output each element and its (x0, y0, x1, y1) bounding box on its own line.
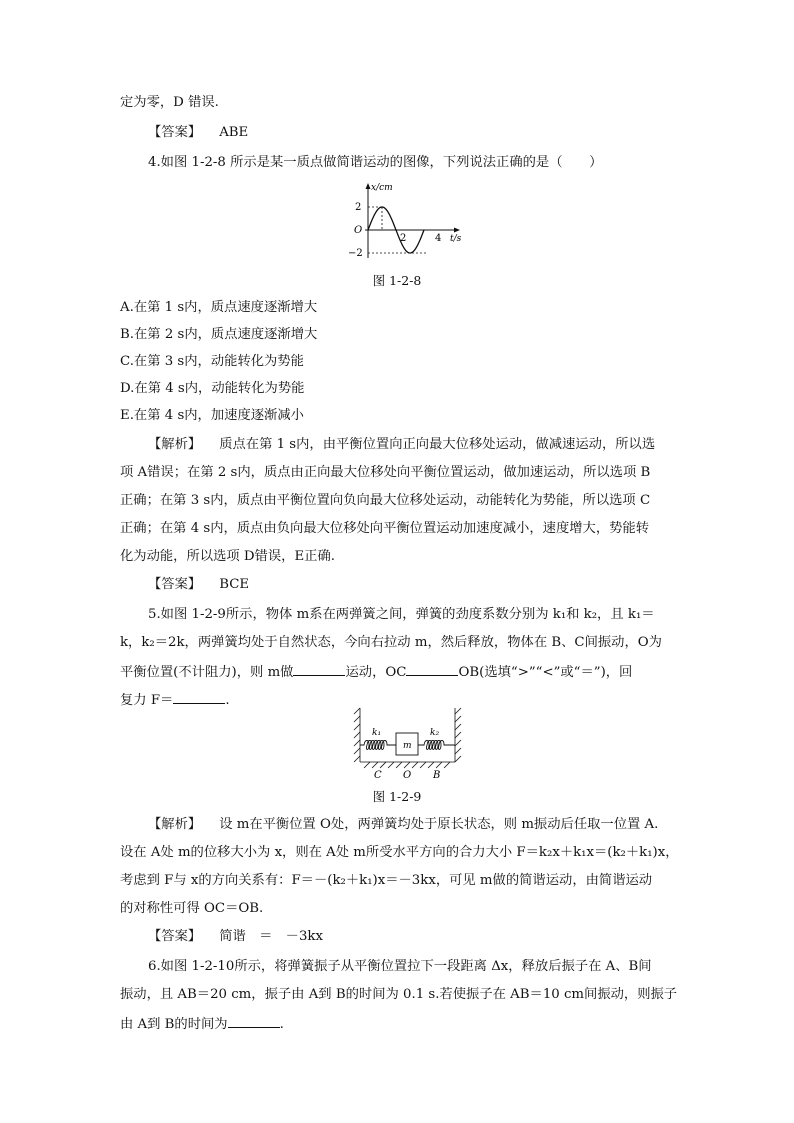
analysis-line: 化为动能，所以选项 D错误，E正确. (120, 549, 335, 564)
figure-1-2-9 (350, 705, 465, 780)
figure-caption: 图 1-2-8 (372, 273, 422, 288)
fill-blank (228, 1014, 280, 1028)
answer-value: 简谐 ＝ －3kx (219, 929, 323, 944)
analysis-text: 设 m在平衡位置 O处，两弹簧均处于原长状态，则 m振动后任取一位置 A. (219, 817, 659, 832)
question-4: 4.如图 1-2-8 所示是某一质点做简谐运动的图像，下列说法正确的是（ ） (148, 155, 603, 170)
question-6-line (120, 1014, 284, 1033)
y-tick-pos: 2 (355, 202, 362, 213)
fill-blank (173, 690, 225, 704)
question-5-line: k，k₂＝2k，两弹簧均处于自然状态，今向右拉动 m，然后释放，物体在 B、C间振动，O为 (120, 635, 662, 650)
answer-tag: 【答案】 (148, 577, 202, 592)
option-d: D.在第 4 s内，动能转化为势能 (120, 381, 305, 396)
point-o: O (403, 770, 412, 780)
text-span: . (279, 1017, 284, 1032)
text-span: 平衡位置(不计阻力)，则 m做 (120, 665, 294, 680)
option-a: A.在第 1 s内，质点速度逐渐增大 (120, 300, 318, 315)
answer-line (148, 928, 323, 945)
right-wall (455, 708, 461, 762)
question-5-line (120, 662, 632, 681)
figure-1-2-8 (340, 178, 480, 263)
analysis-line: 的对称性可得 OC＝OB. (120, 901, 264, 916)
left-wall (354, 708, 360, 762)
y-tick-zero: O (354, 225, 363, 236)
spring-left (360, 741, 396, 750)
answer-value: BCE (219, 577, 250, 592)
k2-label: k₂ (430, 728, 440, 738)
answer-line (148, 576, 249, 593)
fill-blank (293, 662, 345, 676)
answer-value: ABE (219, 125, 249, 140)
y-axis-label: x/cm (371, 183, 393, 193)
analysis-line (148, 436, 655, 453)
analysis-tag: 【解析】 (148, 817, 202, 832)
option-c: C.在第 3 s内，动能转化为势能 (120, 354, 304, 369)
analysis-line (148, 816, 658, 833)
answer-line (148, 124, 248, 141)
analysis-tag: 【解析】 (148, 437, 202, 452)
answer-tag: 【答案】 (148, 929, 202, 944)
option-e: E.在第 4 s内，加速度逐渐减小 (120, 408, 304, 423)
analysis-line: 考虑到 F与 x的方向关系有：F＝－(k₂＋k₁)x＝－3kx，可见 m做的简谐运动，由简谐运动 (120, 873, 653, 888)
analysis-text: 质点在第 1 s内，由平衡位置向正向最大位移处运动，做减速运动，所以选 (219, 437, 656, 452)
point-b: B (433, 770, 441, 780)
analysis-line: 设在 A处 m的位移大小为 x，则在 A处 m所受水平方向的合力大小 F＝k₂x＋k₁x＝(k₂＋k₁)x， (120, 845, 679, 860)
x-tick-2: 2 (400, 233, 407, 244)
k1-label: k₁ (372, 728, 382, 738)
analysis-line: 正确；在第 3 s内，质点由平衡位置向负向最大位移处运动，动能转化为势能，所以选项 C (120, 493, 651, 508)
y-tick-neg: −2 (348, 248, 363, 259)
mass-label: m (403, 741, 412, 751)
point-c: C (374, 770, 382, 780)
text-span: 复力 F＝ (120, 693, 174, 708)
question-5: 5.如图 1-2-9所示，物体 m系在两弹簧之间，弹簧的劲度系数分别为 k₁和 k₂，且 k₁＝ (148, 607, 655, 622)
question-6: 6.如图 1-2-10所示，将弹簧振子从平衡位置拉下一段距离 Δx，释放后振子在 A、B间 (148, 959, 652, 974)
analysis-line: 项 A错误；在第 2 s内，质点由正向最大位移处向平衡位置运动，做加速运动，所以选项 B (120, 465, 651, 480)
question-5-line (120, 690, 230, 709)
figure-caption: 图 1-2-9 (372, 789, 422, 804)
text-span: . (225, 693, 230, 708)
text-span: OB(选填“>”“<”或“＝”)，回 (458, 665, 633, 680)
x-tick-4: 4 (435, 233, 442, 244)
option-b: B.在第 2 s内，质点速度逐渐增大 (120, 327, 318, 342)
floor (360, 762, 455, 768)
text-span: 由 A到 B的时间为 (120, 1017, 228, 1032)
analysis-line: 正确；在第 4 s内，质点由负向最大位移处向平衡位置运动加速度减小，速度增大，势能转 (120, 521, 650, 536)
text-span: 运动，OC (345, 665, 407, 680)
question-6-line: 振动，且 AB＝20 cm，振子由 A到 B的时间为 0.1 s.若使振子在 AB＝10 cm间振动，则振子 (120, 987, 678, 1002)
spring-right (418, 741, 455, 750)
text-line: 定为零，D 错误. (120, 95, 219, 110)
answer-tag: 【答案】 (148, 125, 202, 140)
x-axis-label: t/s (450, 234, 462, 244)
fill-blank (406, 662, 458, 676)
